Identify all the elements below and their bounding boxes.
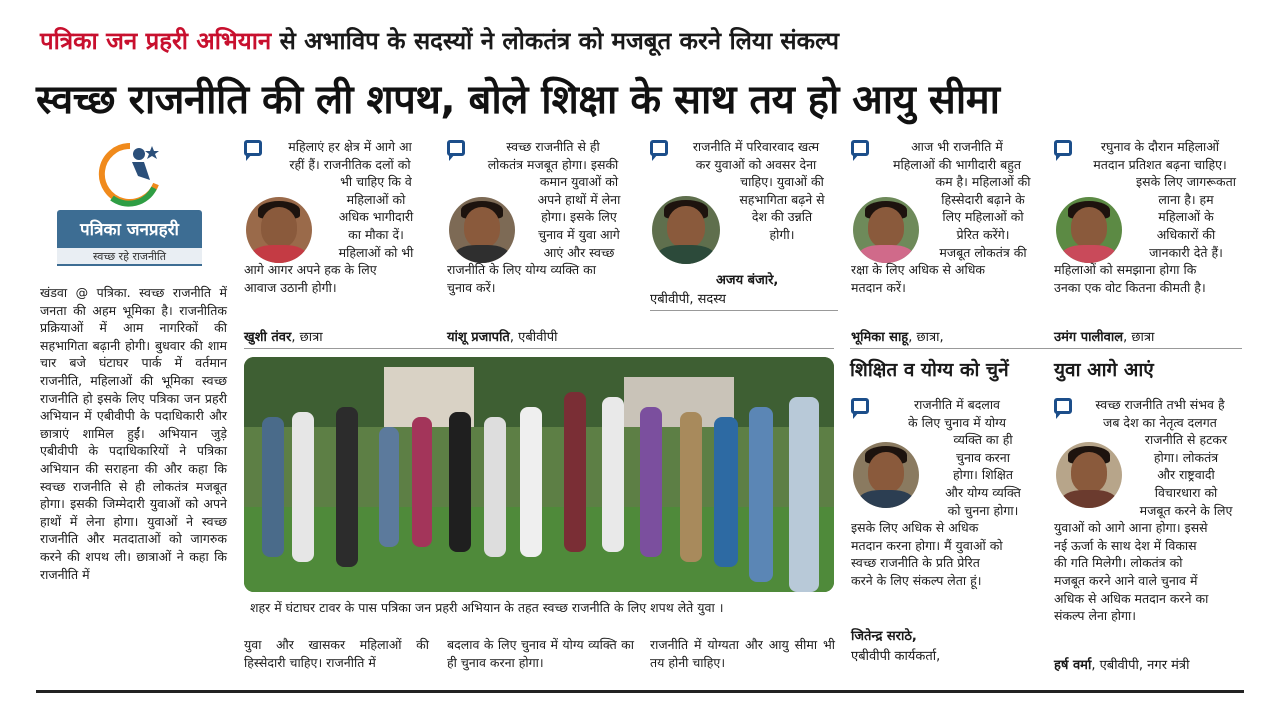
photo-face bbox=[464, 207, 501, 248]
quote-line: की गति मिलेगी। लोकतंत्र को bbox=[1054, 555, 1183, 571]
quote-line: रक्षा के लिए अधिक से अधिक bbox=[851, 262, 986, 278]
person-photo bbox=[1056, 197, 1122, 263]
bottom-column-1: युवा और खासकर महिलाओं की हिस्सेदारी चाहिए। राजनीति में bbox=[244, 637, 429, 670]
quote-line: आएं और स्वच्छ bbox=[543, 244, 615, 260]
author-name: हर्ष वर्मा bbox=[1054, 658, 1092, 673]
quote-mark-icon bbox=[650, 140, 670, 162]
author-role: , एबीवीपी bbox=[509, 330, 558, 345]
quote-line: और योग्य व्यक्ति bbox=[945, 485, 1021, 500]
author-name: उमंग पालीवाल bbox=[1054, 330, 1124, 345]
person-photo bbox=[652, 196, 720, 264]
quote-line: संकल्प लेना होगा। bbox=[1054, 608, 1136, 624]
quote-mark-tail bbox=[652, 154, 658, 161]
quote-line: महिलाओं के bbox=[1158, 209, 1214, 225]
author-divider bbox=[650, 310, 838, 311]
photo-body bbox=[858, 490, 913, 508]
quote-line: लाना है। हम bbox=[1158, 191, 1214, 207]
quote-line: महिलाओं की भागीदारी बहुत bbox=[892, 156, 1022, 172]
quote-author bbox=[851, 626, 917, 644]
quote-line: महिलाएं हर क्षेत्र में आगे आ bbox=[288, 139, 412, 154]
quote-mark-icon bbox=[1054, 398, 1074, 420]
quote-line: महिलाओं को bbox=[346, 191, 406, 207]
quote-line: इसके लिए अधिक से अधिक bbox=[851, 520, 979, 536]
quote-line: अधिक से अधिक मतदान करने का bbox=[1054, 590, 1209, 606]
quote-line: नई ऊर्जा के साथ देश में विकास bbox=[1054, 537, 1197, 553]
photo-face bbox=[1071, 207, 1108, 248]
quote-line: महिलाओं को भी bbox=[338, 244, 414, 260]
quote-line: हिस्सेदारी बढ़ाने के bbox=[941, 191, 1025, 207]
quote-author bbox=[851, 327, 944, 345]
person-photo bbox=[1056, 442, 1122, 508]
quote-line: लोकतंत्र मजबूत होगा। इसकी bbox=[487, 156, 619, 172]
photo-caption: शहर में घंटाघर टावर के पास पत्रिका जन प्रहरी अभियान के तहत स्वच्छ राजनीति के लिए शपथ लेते युवा । bbox=[250, 600, 724, 615]
left-story-body: खंडवा @ पत्रिका. स्वच्छ राजनीति में जनता की अहम भूमिका है। राजनीतिक प्रक्रियाओं में आम नागरिकों की सहभागिता बढ़ानी होगी। बुधवार की शाम चार बजे घंटाघर पार्क में वर्तमान राजनीति, महिलाओं की भूमिका स्वच्छ राजनीति हो इसके लिए पत्रिका जन प्रहरी अभियान में एबीवीपी के पदाधिकारी और छात्राएं शामिल हुईं। अभियान जुड़े एबीवीपी के पदाधिकारियों ने पत्रिका अभियान की सराहना की और कहा कि स्वच्छ राजनीति से ही लोकतंत्र मजबूत होगा। इसकी जिम्मेदारी युवाओं को अपने हाथों में लेना होगा। युवाओं ने स्वच्छ राजनीति और मतदाताओं को जागरुक करने की शपथ ली। छात्राओं ने कहा कि राजनीति में bbox=[40, 285, 227, 582]
quote-mark-tail bbox=[1056, 154, 1062, 161]
quote-line: इसके लिए जागरूकता bbox=[1136, 174, 1236, 190]
quote-line: विचारधारा को bbox=[1154, 485, 1218, 500]
photo-body bbox=[1061, 490, 1116, 508]
quote-mark-icon bbox=[1054, 140, 1074, 162]
quote-line: आवाज उठानी होगी। bbox=[244, 279, 337, 295]
author-role: , छात्रा bbox=[291, 330, 323, 345]
quote-line: स्वच्छ राजनीति के प्रति प्रेरित bbox=[851, 555, 980, 571]
quote-line: कर युवाओं को अवसर देना bbox=[695, 156, 817, 172]
kicker-rest: से अभाविप के सदस्यों ने लोकतंत्र को मजबूत करने लिया संकल्प bbox=[271, 27, 840, 55]
quote-line: युवाओं को आगे आना होगा। इससे bbox=[1054, 520, 1208, 536]
quote-line: मतदान प्रतिशत बढ़ना चाहिए। bbox=[1093, 156, 1227, 172]
quote-line: आगे आगर अपने हक के लिए bbox=[244, 262, 377, 278]
quote-line: उनका एक वोट कितना कीमती है। bbox=[1054, 279, 1206, 295]
quote-mark-tail bbox=[853, 412, 859, 419]
quote-line: भी चाहिए कि वे bbox=[340, 174, 412, 190]
quote-author bbox=[716, 270, 778, 288]
quote-mark-icon bbox=[244, 140, 264, 162]
quote-line: चुनाव करें। bbox=[447, 279, 496, 295]
logo-band: पत्रिका जनप्रहरी bbox=[57, 210, 202, 250]
quote-mark-icon bbox=[851, 140, 871, 162]
person-photo bbox=[246, 197, 312, 263]
quote-line: अपने हाथों में लेना bbox=[537, 191, 621, 207]
quote-line: अधिक भागीदारी bbox=[338, 209, 414, 225]
quote-line: और राष्ट्रवादी bbox=[1157, 467, 1215, 483]
quote-line: व्यक्ति का ही bbox=[953, 432, 1013, 448]
bottom-column-2: बदलाव के लिए चुनाव में योग्य व्यक्ति का ही चुनाव करना होगा। bbox=[447, 637, 634, 670]
bottom-rule bbox=[36, 690, 1244, 693]
quote-line: जब देश का नेतृत्व दलगत bbox=[1103, 414, 1217, 430]
quote-author bbox=[244, 327, 323, 345]
logo-tagline: स्वच्छ रहे राजनीति bbox=[57, 248, 202, 266]
quote-line: अधिकारों की bbox=[1156, 227, 1216, 242]
photo-face bbox=[667, 206, 705, 248]
quote-line: करने के लिए संकल्प लेता हूं। bbox=[851, 573, 982, 588]
quote-line: होगा। लोकतंत्र bbox=[1153, 449, 1219, 465]
quote-line: मतदान करना होगा। मैं युवाओं को bbox=[851, 537, 1003, 553]
bottom-column-3: राजनीति में योग्यता और आयु सीमा भी तय होनी चाहिए। bbox=[650, 637, 835, 670]
quote-line: का मौका दें। bbox=[348, 227, 404, 242]
quote-line: राजनीति में परिवारवाद खत्म bbox=[692, 139, 820, 154]
kicker-headline bbox=[40, 24, 839, 57]
quote-mark-tail bbox=[853, 154, 859, 161]
photo-face bbox=[868, 207, 905, 248]
author-role: , एबीवीपी, नगर मंत्री bbox=[1091, 658, 1190, 673]
quote-line: के लिए चुनाव में योग्य bbox=[908, 414, 1006, 430]
quote-line: लिए महिलाओं को bbox=[942, 209, 1024, 225]
quote-line: प्रेरित करेंगे। bbox=[956, 227, 1010, 242]
quote-line: को चुनना होगा। bbox=[947, 502, 1019, 518]
quote-line: मजबूत करने आने वाले चुनाव में bbox=[1054, 573, 1198, 588]
quote-line: सहभागिता बढ़ने से bbox=[739, 191, 825, 207]
person-photo bbox=[853, 197, 919, 263]
quote-line: स्वच्छ राजनीति तभी संभव है bbox=[1095, 397, 1225, 412]
logo-emblem-icon bbox=[92, 140, 168, 210]
quote-line: देश की उन्नति bbox=[751, 209, 813, 225]
quote-line: रहीं हैं। राजनीतिक दलों को bbox=[289, 156, 411, 172]
quote-line: होगी। bbox=[769, 227, 795, 242]
photo-face bbox=[1071, 452, 1108, 493]
quote-mark-tail bbox=[1056, 412, 1062, 419]
patrika-janprahari-logo bbox=[57, 140, 202, 264]
quote-line: कमान युवाओं को bbox=[539, 174, 619, 190]
author-role: , छात्रा, bbox=[908, 330, 944, 345]
photo-face bbox=[261, 207, 298, 248]
quote-line: राजनीति के लिए योग्य व्यक्ति का bbox=[447, 262, 596, 278]
quote-line: होगा। शिक्षित bbox=[953, 467, 1013, 483]
author-role: एबीवीपी, सदस्य bbox=[650, 292, 726, 307]
quote-line: चुनाव में युवा आगे bbox=[538, 227, 620, 242]
quote-line: चुनाव करना bbox=[956, 449, 1010, 465]
quote-mark-icon bbox=[447, 140, 467, 162]
quote-line: महिलाओं को समझाना होगा कि bbox=[1054, 262, 1197, 278]
quote-mark-tail bbox=[449, 154, 455, 161]
quote-line: मतदान करें। bbox=[851, 279, 906, 295]
quote-line: स्वच्छ राजनीति से ही bbox=[506, 139, 600, 154]
quote-line: चाहिए। युवाओं की bbox=[740, 174, 824, 190]
quote-line: मजबूत करने के लिए bbox=[1139, 502, 1233, 518]
quote-mark-tail bbox=[246, 154, 252, 161]
author-role: , छात्रा bbox=[1123, 330, 1155, 345]
divider-line bbox=[850, 348, 1238, 349]
author-name: यांशू प्रजापति bbox=[447, 330, 510, 345]
quote-line: राजनीति में बदलाव bbox=[913, 397, 1001, 412]
quote-mark-icon bbox=[851, 398, 871, 420]
quote-line: राजनीति से हटकर bbox=[1144, 432, 1228, 448]
group-oath-photo bbox=[244, 357, 834, 592]
author-name: खुशी तंवर bbox=[244, 330, 292, 345]
divider-line bbox=[244, 348, 834, 349]
author-role: एबीवीपी कार्यकर्ता, bbox=[851, 649, 941, 664]
author-name: अजय बंजारे, bbox=[716, 273, 779, 288]
author-name: भूमिका साहू bbox=[851, 330, 909, 345]
photo-body bbox=[657, 245, 714, 264]
quote-author bbox=[1054, 655, 1189, 673]
quote-line: होगा। इसके लिए bbox=[541, 209, 617, 225]
quote-line: आज भी राजनीति में bbox=[911, 139, 1003, 154]
person-photo bbox=[853, 442, 919, 508]
photo-face bbox=[868, 452, 905, 493]
subhead-youth-come-forward: युवा आगे आएं bbox=[1054, 359, 1154, 381]
kicker-highlight: पत्रिका जन प्रहरी अभियान bbox=[40, 27, 272, 55]
author-name: जितेन्द्र सराठे, bbox=[851, 629, 917, 644]
quote-line: रघुनाव के दौरान महिलाओं bbox=[1100, 139, 1220, 154]
quote-line: कम है। महिलाओं की bbox=[935, 174, 1031, 190]
subhead-educated-eligible: शिक्षित व योग्य को चुनें bbox=[850, 359, 1009, 381]
quote-line: जानकारी देते हैं। bbox=[1149, 244, 1223, 260]
quote-author bbox=[1054, 327, 1154, 345]
main-headline: स्वच्छ राजनीति की ली शपथ, बोले शिक्षा के साथ तय हो आयु सीमा bbox=[36, 77, 1000, 123]
person-photo bbox=[449, 197, 515, 263]
quote-author bbox=[447, 327, 557, 345]
quote-line: मजबूत लोकतंत्र की bbox=[939, 244, 1027, 260]
